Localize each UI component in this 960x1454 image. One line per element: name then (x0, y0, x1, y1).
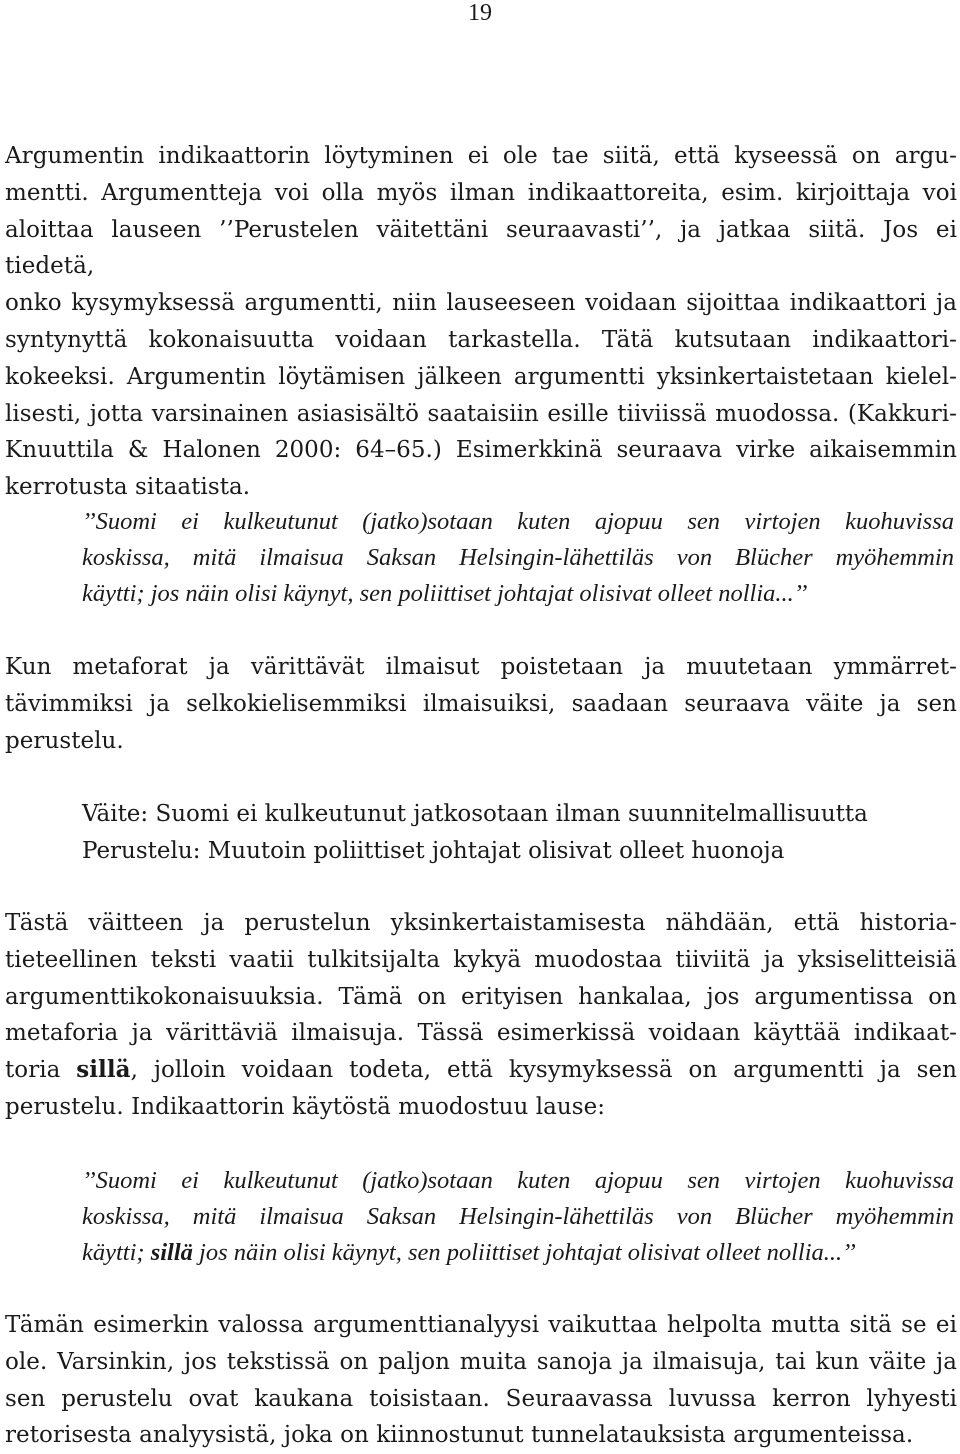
indicator-word: sillä (150, 1239, 193, 1266)
quote-line: ’’Suomi ei kulkeutunut (jatko)sotaan kuten ajopuu sen virtojen kuohuvissa (82, 508, 954, 535)
paragraph-2 (5, 649, 957, 759)
paragraph-3 (5, 905, 957, 1126)
paragraph-line: kokeeksi. Argumentin löytämisen jälkeen argumentti yksinkertaistetaan kielel- (5, 363, 957, 390)
paragraph-line: retorisesta analyysistä, joka on kiinnostunut tunnelatauksista argumenteissa. (5, 1422, 914, 1449)
quote-line: koskissa, mitä ilmaisua Saksan Helsingin-lähettiläs von Blücher myöhemmin (82, 1203, 954, 1230)
paragraph-line: syntynyttä kokonaisuutta voidaan tarkastella. Tätä kutsutaan indikaattori- (5, 326, 957, 353)
paragraph-line: tävimmiksi ja selkokielisemmiksi ilmaisuiksi, saadaan seuraava väite ja sen (5, 690, 957, 717)
reason-line: Perustelu: Muutoin poliittiset johtajat olisivat olleet huonoja (82, 837, 785, 864)
line-text: jos näin olisi käynyt, sen poliittiset johtajat olisivat olleet nollia...’’ (192, 1239, 856, 1266)
paragraph-line: aloittaa lauseen ’’Perustelen väitettäni seuraavasti’’, ja jatkaa siitä. Jos ei tiedetä, (5, 216, 957, 280)
paragraph-line: kerrotusta sitaatista. (5, 474, 251, 501)
line-text: , jolloin voidaan todeta, että kysymyksessä on argumentti ja sen (130, 1057, 957, 1084)
paragraph-1 (5, 138, 957, 506)
indicator-word: sillä (76, 1056, 131, 1084)
quote-line (82, 1235, 954, 1271)
quote-line: koskissa, mitä ilmaisua Saksan Helsingin-lähettiläs von Blücher myöhemmin (82, 544, 954, 571)
quote-line: käytti; jos näin olisi käynyt, sen poliittiset johtajat olisivat olleet nollia...’’ (82, 580, 808, 607)
paragraph-4 (5, 1307, 957, 1454)
paragraph-line: Tästä väitteen ja perustelun yksinkertaistamisesta nähdään, että historia- (5, 910, 957, 936)
line-text: käytti; (82, 1239, 151, 1266)
paragraph-line: Tämän esimerkin valossa argumenttianalyysi vaikuttaa helpolta mutta sitä se ei (5, 1312, 957, 1338)
paragraph-line: Knuuttila & Halonen 2000: 64–65.) Esimerkkinä seuraava virke aikaisemmin (5, 437, 957, 464)
claim-line: Väite: Suomi ei kulkeutunut jatkosotaan ilman suunnitelmallisuutta (82, 801, 868, 827)
paragraph-line: perustelu. Indikaattorin käytöstä muodostuu lause: (5, 1093, 606, 1120)
paragraph-line: metaforia ja värittäviä ilmaisuja. Tässä esimerkissä voidaan käyttää indikaat- (5, 1020, 957, 1047)
paragraph-line: Argumentin indikaattorin löytyminen ei ole tae siitä, että kyseessä on argu- (5, 143, 957, 169)
quote-line: ’’Suomi ei kulkeutunut (jatko)sotaan kuten ajopuu sen virtojen kuohuvissa (82, 1167, 954, 1194)
block-quote-1 (82, 504, 954, 612)
page-number: 19 (468, 0, 492, 26)
paragraph-line: mentti. Argumentteja voi olla myös ilman indikaattoreita, esim. kirjoittaja voi (5, 179, 957, 206)
paragraph-line (5, 1052, 957, 1089)
paragraph-line: onko kysymyksessä argumentti, niin lauseeseen voidaan sijoittaa indikaattori ja (5, 290, 957, 317)
claim-block (82, 796, 954, 869)
paragraph-line: perustelu. (5, 727, 124, 754)
line-text: toria (5, 1057, 77, 1084)
paragraph-line: tieteellinen teksti vaatii tulkitsijalta kykyä muodostaa tiiviitä ja yksiselitteisiä (5, 946, 957, 973)
paragraph-line: sen perustelu ovat kaukana toisistaan. Seuraavassa luvussa kerron lyhyesti (5, 1385, 957, 1412)
paragraph-line: ole. Varsinkin, jos tekstissä on paljon muita sanoja ja ilmaisuja, tai kun väite ja (5, 1348, 957, 1375)
paragraph-line: argumenttikokonaisuuksia. Tämä on erityisen hankalaa, jos argumentissa on (5, 983, 957, 1010)
paragraph-line: Kun metaforat ja värittävät ilmaisut poistetaan ja muutetaan ymmärret- (5, 654, 957, 680)
paragraph-line: lisesti, jotta varsinainen asiasisältö saataisiin esille tiiviissä muodossa. (Kakkuri- (5, 400, 957, 427)
block-quote-2 (82, 1163, 954, 1271)
